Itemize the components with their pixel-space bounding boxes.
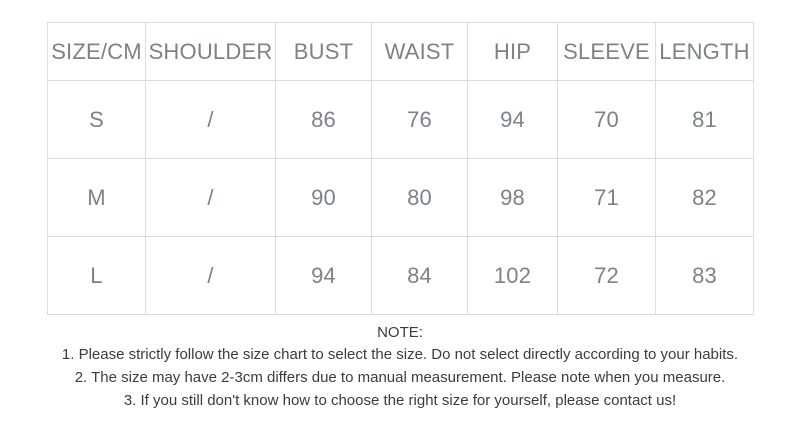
column-header-waist: WAIST (372, 23, 468, 81)
column-header-hip: HIP (468, 23, 558, 81)
cell-size: L (48, 237, 146, 315)
spacer-cell (48, 0, 146, 23)
spacer-cell (558, 0, 656, 23)
spacer-cell (276, 0, 372, 23)
cell-bust: 86 (276, 81, 372, 159)
spacer-cell (372, 0, 468, 23)
cell-bust: 94 (276, 237, 372, 315)
table-row (48, 81, 754, 159)
cell-size: S (48, 81, 146, 159)
cell-length: 81 (656, 81, 754, 159)
size-chart-table-container (47, 0, 753, 315)
table-header-row (48, 23, 754, 81)
column-header-size: SIZE/CM (48, 23, 146, 81)
cell-hip: 98 (468, 159, 558, 237)
column-header-sleeve: SLEEVE (558, 23, 656, 81)
column-header-length: LENGTH (656, 23, 754, 81)
notes-title: NOTE: (377, 324, 423, 341)
cell-sleeve: 71 (558, 159, 656, 237)
cell-waist: 84 (372, 237, 468, 315)
cell-hip: 102 (468, 237, 558, 315)
note-line-1: 1. Please strictly follow the size chart to select the size. Do not select directly according to your habits. (61, 346, 739, 363)
table-top-spacer-row (48, 0, 754, 23)
cell-shoulder: / (146, 237, 276, 315)
column-header-bust: BUST (276, 23, 372, 81)
cell-length: 83 (656, 237, 754, 315)
size-chart-table (47, 0, 754, 315)
cell-size: M (48, 159, 146, 237)
cell-shoulder: / (146, 159, 276, 237)
note-line-3: 3. If you still don't know how to choose the right size for yourself, please contact us! (123, 392, 677, 409)
cell-waist: 80 (372, 159, 468, 237)
table-row (48, 237, 754, 315)
cell-sleeve: 72 (558, 237, 656, 315)
cell-hip: 94 (468, 81, 558, 159)
table-row (48, 159, 754, 237)
cell-length: 82 (656, 159, 754, 237)
notes-section (0, 322, 800, 412)
cell-waist: 76 (372, 81, 468, 159)
cell-shoulder: / (146, 81, 276, 159)
cell-sleeve: 70 (558, 81, 656, 159)
column-header-shoulder: SHOULDER (146, 23, 276, 81)
spacer-cell (656, 0, 754, 23)
note-line-2: 2. The size may have 2-3cm differs due to manual measurement. Please note when you measure. (74, 369, 726, 386)
cell-bust: 90 (276, 159, 372, 237)
spacer-cell (146, 0, 276, 23)
spacer-cell (468, 0, 558, 23)
